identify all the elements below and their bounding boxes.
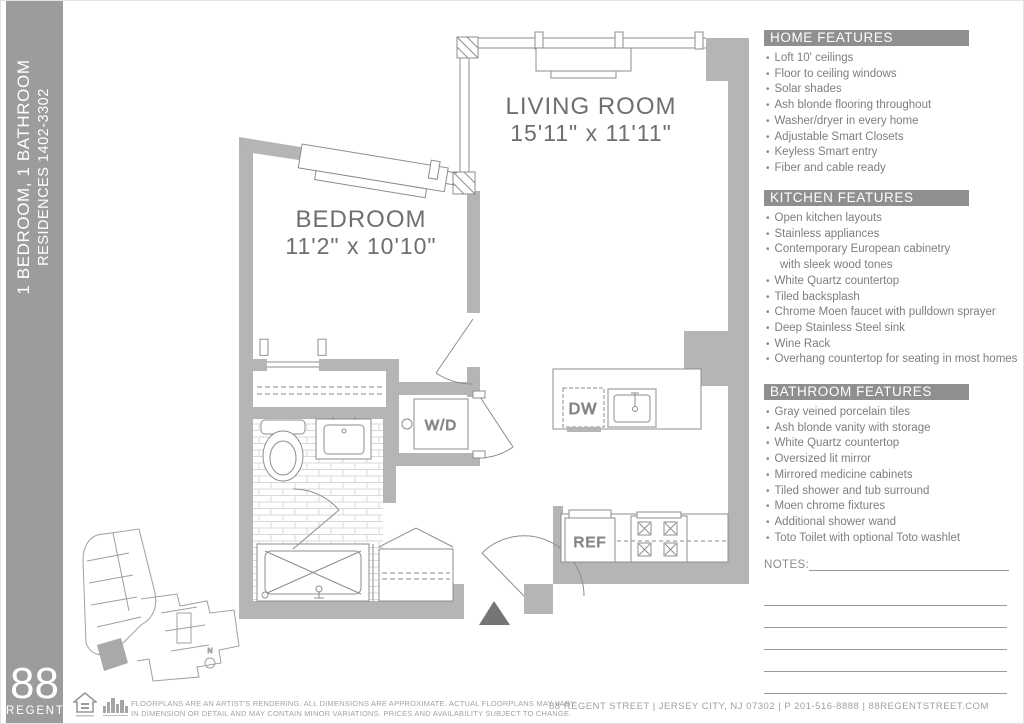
bullet-icon: • xyxy=(766,338,770,350)
residences-subtitle: RESIDENCES 1402-3302 xyxy=(36,88,52,266)
bullet-icon: • xyxy=(766,532,770,544)
bullet-icon: • xyxy=(766,422,770,434)
bedroom-dims: 11'2" x 10'10" xyxy=(285,233,437,259)
bathroom-features-panel xyxy=(764,384,1012,546)
bullet-icon: • xyxy=(766,454,770,466)
feature-item: • Ash blonde vanity with storage xyxy=(766,421,931,434)
bullet-icon: • xyxy=(766,162,770,174)
home-features-header: HOME FEATURES xyxy=(764,30,969,46)
bathroom-sink-icon xyxy=(316,417,371,459)
wd-label: W/D xyxy=(424,417,458,434)
feature-item: • White Quartz countertop xyxy=(766,437,900,450)
feature-item: • White Quartz countertop xyxy=(766,274,900,287)
feature-item: • Gray veined porcelain tiles xyxy=(766,406,911,418)
entry-door-leaf xyxy=(482,553,524,596)
notes-label: NOTES: xyxy=(764,559,810,571)
bathtub-icon xyxy=(257,544,369,601)
kitchen xyxy=(553,369,728,562)
feature-item: • Fiber and cable ready xyxy=(766,161,886,174)
bedroom-window xyxy=(297,139,449,200)
hvac-unit xyxy=(536,48,631,71)
feature-item: • Loft 10' ceilings xyxy=(766,52,854,64)
feature-item: • Stainless appliances xyxy=(766,227,880,240)
north-arrow-icon: N xyxy=(207,648,213,655)
equal-housing-icon xyxy=(73,691,97,719)
footer-address: 88 REGENT STREET | JERSEY CITY, NJ 07302 | P 201-516-8888 | 88REGENTSTREET.COM xyxy=(549,701,989,712)
notes-section xyxy=(764,557,1009,694)
dw-label: DW xyxy=(568,401,598,418)
bullet-icon: • xyxy=(766,84,770,96)
bedroom-label: BEDROOM xyxy=(295,206,427,233)
bullet-icon: • xyxy=(766,115,770,127)
living-room-dims: 15'11" x 11'11" xyxy=(510,120,672,146)
bathroom xyxy=(253,417,383,601)
closet-bifold-door xyxy=(379,528,453,547)
corner-column-icon xyxy=(453,172,475,194)
feature-item: • Ash blonde flooring throughout xyxy=(766,99,932,112)
notes-blank-line xyxy=(764,672,1007,694)
notes-lines xyxy=(764,584,1009,694)
feature-item: • Floor to ceiling windows xyxy=(766,67,897,80)
kitchen-features-header: KITCHEN FEATURES xyxy=(764,190,969,206)
bullet-icon: • xyxy=(766,438,770,450)
kitchen-sink-icon xyxy=(608,389,656,427)
bullet-icon: • xyxy=(766,469,770,481)
bullet-icon: • xyxy=(766,516,770,528)
notes-blank-line xyxy=(764,606,1007,628)
living-room-label: LIVING ROOM xyxy=(505,93,677,120)
bullet-icon: • xyxy=(766,147,770,159)
bullet-icon: • xyxy=(766,228,770,240)
bullet-icon: • xyxy=(766,291,770,303)
logo-number: 88 xyxy=(10,659,59,708)
bullet-icon: • xyxy=(766,244,770,256)
sidebar-title xyxy=(13,21,54,333)
closet-rod-dashes xyxy=(257,387,383,394)
bullet-icon: • xyxy=(766,275,770,287)
bullet-icon: • xyxy=(766,322,770,334)
corner-column-icon xyxy=(457,37,478,58)
bullet-icon: • xyxy=(766,100,770,112)
feature-item: • Adjustable Smart Closets xyxy=(766,130,904,143)
wd-door-leaf xyxy=(480,397,513,447)
notes-blank-line xyxy=(764,628,1007,650)
feature-item: • Toto Toilet with optional Toto washlet xyxy=(766,531,961,544)
bullet-icon: • xyxy=(766,501,770,513)
notes-blank-line xyxy=(764,584,1007,606)
stove-icon xyxy=(631,512,687,562)
disclaimer-line1: FLOORPLANS ARE AN ARTIST'S RENDERING. ALL DIMENSIONS ARE APPROXIMATE. ACTUAL FLOORPLANS MAY VARY xyxy=(131,699,576,708)
sidebar xyxy=(6,1,63,724)
disclaimer-line2: IN DIMENSION OR DETAIL AND MAY CONTAIN MINOR VARIATIONS. PRICES AND AVAILABILITY SUBJECT TO CHANGE. xyxy=(131,708,572,718)
unit-type-title: 1 BEDROOM, 1 BATHROOM xyxy=(14,59,33,295)
kitchen-features-list xyxy=(764,211,1018,368)
ref-label: REF xyxy=(573,534,607,551)
notes-underline xyxy=(809,557,1009,571)
bullet-icon: • xyxy=(766,485,770,497)
bullet-icon: • xyxy=(766,354,770,366)
feature-item: • Solar shades xyxy=(766,83,842,96)
toilet-icon xyxy=(261,420,305,481)
bedroom-door-leaf xyxy=(436,319,473,373)
home-features-panel xyxy=(764,30,1012,177)
feature-item: • Tiled backsplash xyxy=(766,290,860,303)
home-features-list xyxy=(764,51,1012,177)
bullet-icon: • xyxy=(766,307,770,319)
skyline-logo-icon xyxy=(103,697,131,717)
feature-item: • Washer/dryer in every home xyxy=(766,114,919,127)
feature-item: • Contemporary European cabinetry xyxy=(766,243,951,256)
entry-marker-triangle xyxy=(479,601,510,625)
feature-item: • Additional shower wand xyxy=(766,515,896,528)
feature-item: • Keyless Smart entry xyxy=(766,146,878,159)
bullet-icon: • xyxy=(766,68,770,80)
feature-item: • Open kitchen layouts xyxy=(766,212,882,224)
bullet-icon: • xyxy=(766,407,770,418)
feature-item: • Oversized lit mirror xyxy=(766,453,871,466)
coat-closet xyxy=(379,549,453,601)
bullet-icon: • xyxy=(766,213,770,224)
feature-item: • Mirrored medicine cabinets xyxy=(766,468,913,481)
feature-item: • Wine Rack xyxy=(766,337,831,350)
bullet-icon: • xyxy=(766,53,770,64)
kitchen-features-panel xyxy=(764,190,1018,368)
feature-item: • Deep Stainless Steel sink xyxy=(766,321,905,334)
footer-disclaimer xyxy=(131,699,575,718)
building-keyplan xyxy=(83,529,239,681)
feature-item: • Tiled shower and tub surround xyxy=(766,484,930,497)
feature-item: with sleek wood tones xyxy=(780,259,893,272)
bullet-icon: • xyxy=(766,131,770,143)
feature-item: • Overhang countertop for seating in most homes xyxy=(766,353,1018,366)
logo-name: REGENT xyxy=(6,705,65,717)
feature-item: • Chrome Moen faucet with pulldown sprayer xyxy=(766,306,996,319)
bathroom-features-header: BATHROOM FEATURES xyxy=(764,384,969,400)
bathroom-features-list xyxy=(764,405,1012,546)
brand-logo xyxy=(6,659,65,717)
notes-blank-line xyxy=(764,650,1007,672)
feature-item: • Moen chrome fixtures xyxy=(766,500,886,513)
laundry-closet xyxy=(402,391,513,458)
